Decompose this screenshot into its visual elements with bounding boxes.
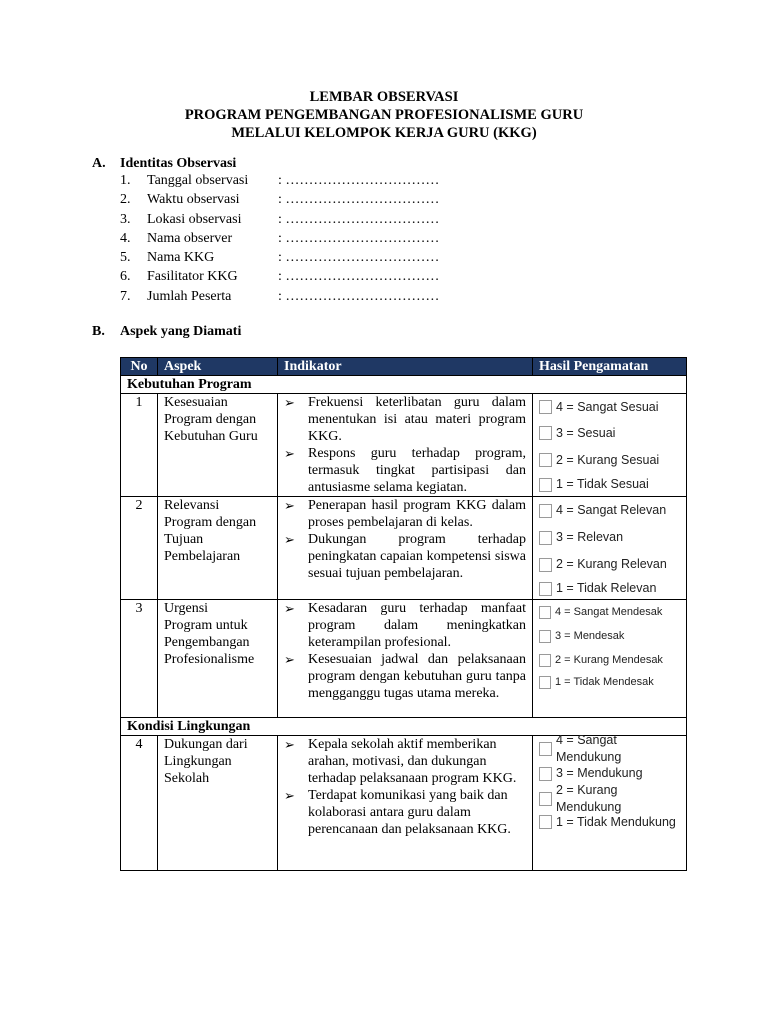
identity-item <box>120 288 439 307</box>
indicator-item <box>284 600 526 651</box>
identity-item <box>120 230 439 249</box>
indicator-cell <box>278 497 533 600</box>
aspect-line: Pengembangan <box>164 635 250 650</box>
identity-label: Jumlah Peserta <box>147 288 232 304</box>
row-number: 1 <box>121 394 158 497</box>
result-cell <box>533 732 687 871</box>
identity-num: 5. <box>120 250 131 266</box>
result-option[interactable] <box>539 524 680 551</box>
indicator-cell <box>278 600 533 718</box>
indicator-text: Dukungan program terhadap peningkatan capaian kompetensi siswa sesuai tujuan pembelajaran. <box>308 532 526 581</box>
observation-table <box>120 357 687 871</box>
aspect-line: Profesionalisme <box>164 652 255 667</box>
aspect-line: Kebutuhan Guru <box>164 429 258 444</box>
identity-item <box>120 249 439 268</box>
aspect-line: Kesesuaian <box>164 395 228 410</box>
result-cell <box>533 497 687 600</box>
result-option[interactable] <box>539 446 680 474</box>
arrow-bullet-icon: ➢ <box>284 498 295 513</box>
arrow-bullet-icon: ➢ <box>284 652 295 667</box>
identity-num: 3. <box>120 211 131 227</box>
result-option-label: 4 = Sangat Mendukung <box>556 732 622 764</box>
identity-label: Lokasi observasi <box>147 211 242 227</box>
result-option-label: 4 = Sangat Sesuai <box>556 399 659 414</box>
title-line-2: PROGRAM PENGEMBANGAN PROFESIONALISME GURU <box>184 107 584 123</box>
aspect-line: Dukungan dari <box>164 737 248 752</box>
aspect-line: Urgensi <box>164 601 209 616</box>
result-option-label: 2 = Kurang Mendukung <box>556 782 622 814</box>
group-label: Kondisi Lingkungan <box>121 718 687 736</box>
result-option-label: 3 = Mendukung <box>556 766 643 780</box>
title-line-1: LEMBAR OBSERVASI <box>309 89 459 105</box>
indicator-text: Kepala sekolah aktif memberikan arahan, motivasi, dan dukungan terhadap pelaksanaan program KKG. <box>308 737 517 786</box>
arrow-bullet-icon: ➢ <box>284 395 295 410</box>
indicator-item <box>284 497 526 531</box>
result-option-label: 1 = Tidak Mendesak <box>555 675 654 688</box>
group-row <box>121 376 687 394</box>
checkbox-icon[interactable] <box>539 767 552 781</box>
identity-fill[interactable]: : …………………………… <box>278 173 440 188</box>
checkbox-icon[interactable] <box>539 400 552 414</box>
checkbox-icon[interactable] <box>539 478 552 492</box>
arrow-bullet-icon: ➢ <box>284 532 295 547</box>
identity-fill[interactable]: : …………………………… <box>278 230 440 246</box>
aspect-line: Program dengan <box>164 515 257 530</box>
indicator-text: Penerapan hasil program KKG dalam proses pembelajaran di kelas. <box>308 498 526 530</box>
identity-label: Nama KKG <box>147 250 215 266</box>
result-option[interactable] <box>539 474 680 495</box>
indicator-item <box>284 787 526 838</box>
identity-item <box>120 191 439 210</box>
table-row <box>121 600 687 718</box>
result-option-label: 1 = Tidak Mendukung <box>556 814 676 829</box>
result-option-label: 2 = Kurang Mendesak <box>555 653 663 666</box>
identity-num: 1. <box>120 173 131 188</box>
result-option[interactable] <box>539 672 680 692</box>
aspect-line: Relevansi <box>164 498 220 513</box>
result-option[interactable] <box>539 578 680 599</box>
result-option[interactable] <box>539 624 680 648</box>
identity-num: 7. <box>120 288 131 304</box>
result-cell <box>533 394 687 497</box>
row-number: 4 <box>121 736 158 871</box>
checkbox-icon[interactable] <box>539 630 551 643</box>
checkbox-icon[interactable] <box>539 792 552 806</box>
identity-num: 4. <box>120 230 131 246</box>
indicator-text: Respons guru terhadap program, termasuk tingkat partisipasi dan antusiasme selama kegiatan. <box>308 446 526 495</box>
checkbox-icon[interactable] <box>539 426 552 440</box>
indicator-item <box>284 394 526 445</box>
indicator-item <box>284 736 526 787</box>
section-a-title: Identitas Observasi <box>120 156 237 171</box>
result-option-label: 4 = Sangat Mendesak <box>555 605 663 618</box>
identity-label: Fasilitator KKG <box>147 269 238 285</box>
aspect-cell <box>158 736 278 871</box>
result-option-label: 1 = Tidak Relevan <box>556 581 657 595</box>
result-option-label: 2 = Kurang Sesuai <box>556 452 660 467</box>
identity-label: Waktu observasi <box>147 192 240 208</box>
header-indikator: Indikator <box>278 358 533 376</box>
checkbox-icon[interactable] <box>539 654 551 667</box>
result-option[interactable] <box>539 811 680 833</box>
aspect-cell <box>158 497 278 600</box>
indicator-item <box>284 445 526 496</box>
result-cell <box>533 600 687 718</box>
checkbox-icon[interactable] <box>539 531 552 545</box>
identity-item <box>120 211 439 230</box>
row-number: 3 <box>121 600 158 718</box>
identity-fill[interactable]: : …………………………… <box>278 192 440 208</box>
identity-item <box>120 172 439 191</box>
table-row <box>121 394 687 497</box>
result-option-label: 3 = Mendesak <box>555 629 625 642</box>
header-hasil: Hasil Pengamatan <box>533 358 687 376</box>
aspect-cell <box>158 600 278 718</box>
arrow-bullet-icon: ➢ <box>284 737 295 752</box>
indicator-cell <box>278 736 533 871</box>
indicator-text: Frekuensi keterlibatan guru dalam menentukan isi atau materi program KKG. <box>308 395 526 444</box>
result-option[interactable] <box>539 420 680 446</box>
identity-fill[interactable]: : …………………………… <box>278 288 440 304</box>
table-row <box>121 736 687 871</box>
result-option[interactable] <box>539 600 680 624</box>
indicator-text: Kesadaran guru terhadap manfaat program dalam meningkatkan keterampilan profesional. <box>308 601 526 650</box>
checkbox-icon[interactable] <box>539 606 551 619</box>
result-option-label: 3 = Sesuai <box>556 425 616 440</box>
section-a-heading <box>92 155 236 172</box>
result-option[interactable] <box>539 551 680 578</box>
result-option[interactable] <box>539 732 680 764</box>
checkbox-icon[interactable] <box>539 453 552 467</box>
result-option[interactable] <box>539 497 680 524</box>
identity-label: Nama observer <box>147 230 233 246</box>
identity-list <box>120 172 439 307</box>
indicator-item <box>284 651 526 702</box>
checkbox-icon[interactable] <box>539 582 552 596</box>
header-aspek: Aspek <box>158 358 278 376</box>
result-option[interactable] <box>539 782 680 814</box>
section-b-letter: B. <box>92 324 105 339</box>
row-number: 2 <box>121 497 158 600</box>
aspect-line: Lingkungan <box>164 754 232 769</box>
result-option[interactable] <box>539 394 680 420</box>
identity-num: 6. <box>120 269 131 285</box>
checkbox-icon[interactable] <box>539 815 552 829</box>
indicator-item <box>284 531 526 582</box>
section-a-letter: A. <box>92 156 106 171</box>
checkbox-icon[interactable] <box>539 504 552 518</box>
identity-item <box>120 268 439 287</box>
result-option[interactable] <box>539 648 680 672</box>
checkbox-icon[interactable] <box>539 558 552 572</box>
header-no: No <box>121 358 158 376</box>
checkbox-icon[interactable] <box>539 742 552 756</box>
aspect-line: Pembelajaran <box>164 549 241 564</box>
group-label: Kebutuhan Program <box>121 376 687 394</box>
aspect-cell <box>158 394 278 497</box>
aspect-line: Program untuk <box>164 618 248 633</box>
section-b-title: Aspek yang Diamati <box>120 324 242 339</box>
indicator-text: Kesesuaian jadwal dan pelaksanaan program dengan kebutuhan guru tanpa mengganggu tugas utama mereka. <box>308 652 526 701</box>
table-header-row <box>121 358 687 376</box>
result-option-label: 4 = Sangat Relevan <box>556 503 667 517</box>
indicator-text: Terdapat komunikasi yang baik dan kolaborasi antara guru dalam perencanaan dan pelaksanaan KKG. <box>308 788 511 837</box>
arrow-bullet-icon: ➢ <box>284 446 295 461</box>
identity-fill[interactable]: : …………………………… <box>278 250 440 266</box>
aspect-line: Tujuan <box>164 532 204 547</box>
identity-label: Tanggal observasi <box>147 173 249 188</box>
checkbox-icon[interactable] <box>539 676 551 689</box>
document-title <box>0 88 768 142</box>
identity-num: 2. <box>120 192 131 208</box>
arrow-bullet-icon: ➢ <box>284 601 295 616</box>
section-b-heading <box>92 323 241 340</box>
result-option-label: 3 = Relevan <box>556 530 624 544</box>
identity-fill[interactable]: : …………………………… <box>278 211 440 227</box>
identity-fill[interactable]: : …………………………… <box>278 269 440 285</box>
table-row <box>121 497 687 600</box>
title-line-3: MELALUI KELOMPOK KERJA GURU (KKG) <box>231 125 537 141</box>
result-option-label: 1 = Tidak Sesuai <box>556 477 649 491</box>
indicator-cell <box>278 394 533 497</box>
aspect-line: Sekolah <box>164 771 210 786</box>
aspect-line: Program dengan <box>164 412 257 427</box>
arrow-bullet-icon: ➢ <box>284 788 295 803</box>
result-option-label: 2 = Kurang Relevan <box>556 557 667 571</box>
